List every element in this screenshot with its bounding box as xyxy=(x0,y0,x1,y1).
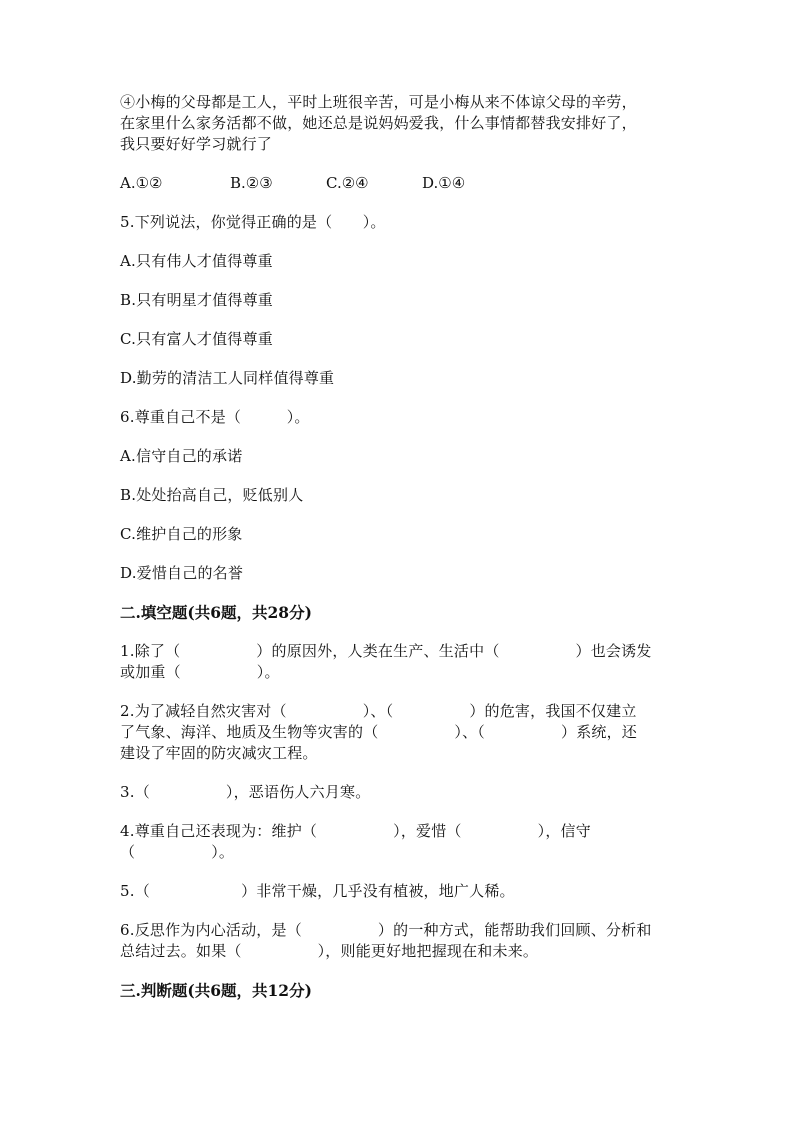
fill-question-2-line: 2.为了减轻自然灾害对（ ）、（ ）的危害，我国不仅建立 xyxy=(120,702,637,720)
q6-option-d[interactable]: D.爱惜自己的名誉 xyxy=(120,564,244,582)
fill-question-2-line: 了气象、海洋、地质及生物等灾害的（ ）、（ ）系统，还 xyxy=(120,723,638,741)
exam-page xyxy=(120,92,680,1001)
fill-question-5-line: 5.（ ）非常干燥，几乎没有植被，地广人稀。 xyxy=(120,882,515,900)
q6-option-c[interactable]: C.维护自己的形象 xyxy=(120,525,243,543)
fill-question-6 xyxy=(120,920,680,962)
q5-option-c[interactable]: C.只有富人才值得尊重 xyxy=(120,330,273,348)
q5-option-d[interactable]: D.勤劳的清洁工人同样值得尊重 xyxy=(120,369,335,387)
q5-option-b[interactable]: B.只有明星才值得尊重 xyxy=(120,291,273,309)
fill-question-2 xyxy=(120,701,680,764)
q4-option-a[interactable]: A.①② xyxy=(120,174,163,192)
section-2-title: 二.填空题(共6题，共28分) xyxy=(120,603,312,622)
q4-item-4 xyxy=(120,92,680,155)
fill-question-3 xyxy=(120,782,680,803)
q6-option-b[interactable]: B.处处抬高自己，贬低别人 xyxy=(120,486,304,504)
q4-item-4-line: ④小梅的父母都是工人，平时上班很辛苦，可是小梅从来不体谅父母的辛劳， xyxy=(120,93,637,111)
fill-question-6-line: 6.反思作为内心活动，是（ ）的一种方式，能帮助我们回顾、分析和 xyxy=(120,921,652,939)
q4-option-d[interactable]: D.①④ xyxy=(422,174,466,192)
fill-question-6-line: 总结过去。如果（ ），则能更好地把握现在和未来。 xyxy=(120,942,539,960)
fill-question-1 xyxy=(120,641,680,683)
q4-options xyxy=(120,173,680,194)
q5-stem: 5.下列说法，你觉得正确的是（ ）。 xyxy=(120,213,386,231)
q4-item-4-line: 在家里什么家务活都不做，她还总是说妈妈爱我，什么事情都替我安排好了， xyxy=(120,114,637,132)
q6-option-a[interactable]: A.信守自己的承诺 xyxy=(120,447,243,465)
fill-question-2-line: 建设了牢固的防灾减灾工程。 xyxy=(120,744,318,762)
q4-item-4-line: 我只要好好学习就行了 xyxy=(120,135,273,153)
fill-question-4-line: 4.尊重自己还表现为：维护（ ），爱惜（ ），信守 xyxy=(120,822,591,840)
q5-option-a[interactable]: A.只有伟人才值得尊重 xyxy=(120,252,273,270)
q4-option-c[interactable]: C.②④ xyxy=(326,174,369,192)
fill-question-1-line: 1.除了（ ）的原因外，人类在生产、生活中（ ）也会诱发 xyxy=(120,642,652,660)
fill-question-3-line: 3.（ ），恶语伤人六月寒。 xyxy=(120,783,371,801)
fill-question-4-line: （ ）。 xyxy=(120,843,235,861)
fill-question-1-line: 或加重（ ）。 xyxy=(120,663,280,681)
q4-option-b[interactable]: B.②③ xyxy=(230,174,273,192)
section-3-title: 三.判断题(共6题，共12分) xyxy=(120,981,312,1000)
fill-question-5 xyxy=(120,881,680,902)
fill-question-4 xyxy=(120,821,680,863)
q6-stem: 6.尊重自己不是（ ）。 xyxy=(120,408,310,426)
